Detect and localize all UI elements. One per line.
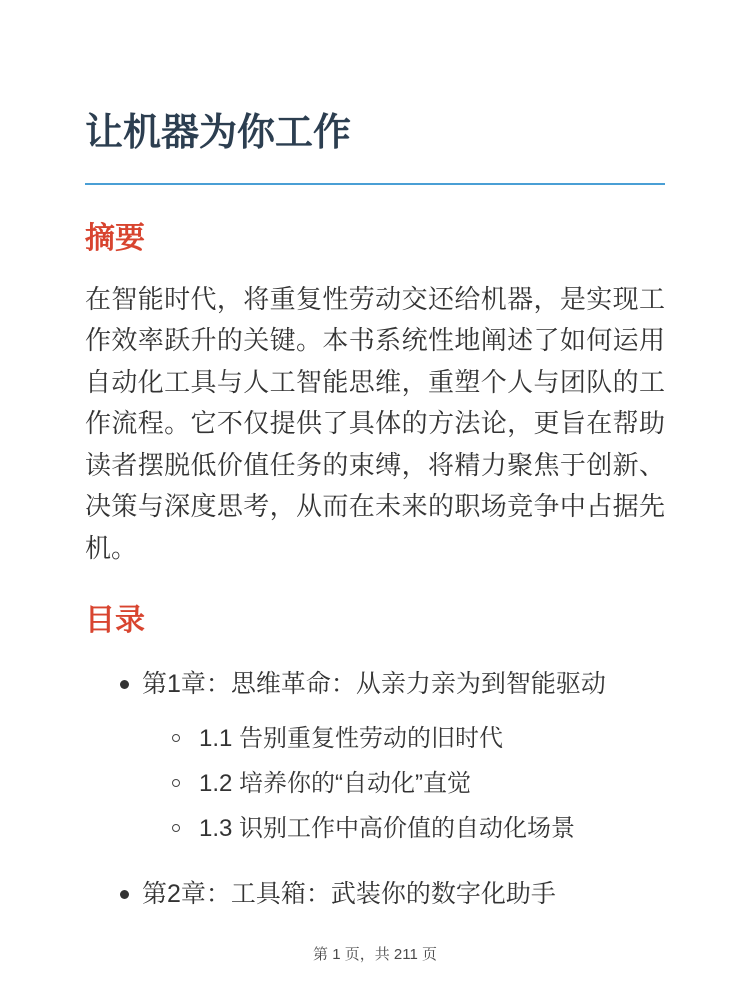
bullet-dot-icon	[120, 680, 129, 689]
page-number-indicator: 第 1 页，共 211 页	[313, 946, 437, 963]
bullet-circle-icon	[172, 779, 180, 787]
toc-subitem-label: 1.1 告别重复性劳动的旧时代	[199, 725, 504, 752]
toc-subitem-label: 1.3 识别工作中高价值的自动化场景	[199, 815, 576, 842]
toc-subitem	[172, 815, 665, 843]
page-title: 让机器为你工作	[85, 112, 352, 154]
bullet-dot-icon	[120, 890, 129, 899]
abstract-heading: 摘要	[85, 221, 145, 255]
toc-sublist	[142, 725, 665, 843]
toc-chapter-label: 第2章：工具箱：武装你的数字化助手	[142, 880, 556, 908]
bullet-circle-icon	[172, 734, 180, 742]
toc-chapter-item	[120, 879, 665, 909]
abstract-paragraph: 在智能时代，将重复性劳动交还给机器，是实现工作效率跃升的关键。本书系统性地阐述了如何运用自动化工具与人工智能思维，重塑个人与团队的工作流程。它不仅提供了具体的方法论，更旨在帮助读者摆脱低价值任务的束缚，将精力聚焦于创新、决策与深度思考，从而在未来的职场竞争中占据先机。	[85, 283, 665, 563]
toc-chapter-item	[120, 669, 665, 843]
title-divider-rule	[85, 183, 665, 185]
toc-heading: 目录	[85, 604, 145, 637]
toc-subitem-label: 1.2 培养你的“自动化”直觉	[199, 770, 472, 797]
bullet-circle-icon	[172, 824, 180, 832]
toc-chapter-label: 第1章：思维革命：从亲力亲为到智能驱动	[142, 670, 606, 698]
toc-subitem	[172, 770, 665, 798]
toc-subitem	[172, 725, 665, 753]
toc-list	[85, 669, 665, 909]
